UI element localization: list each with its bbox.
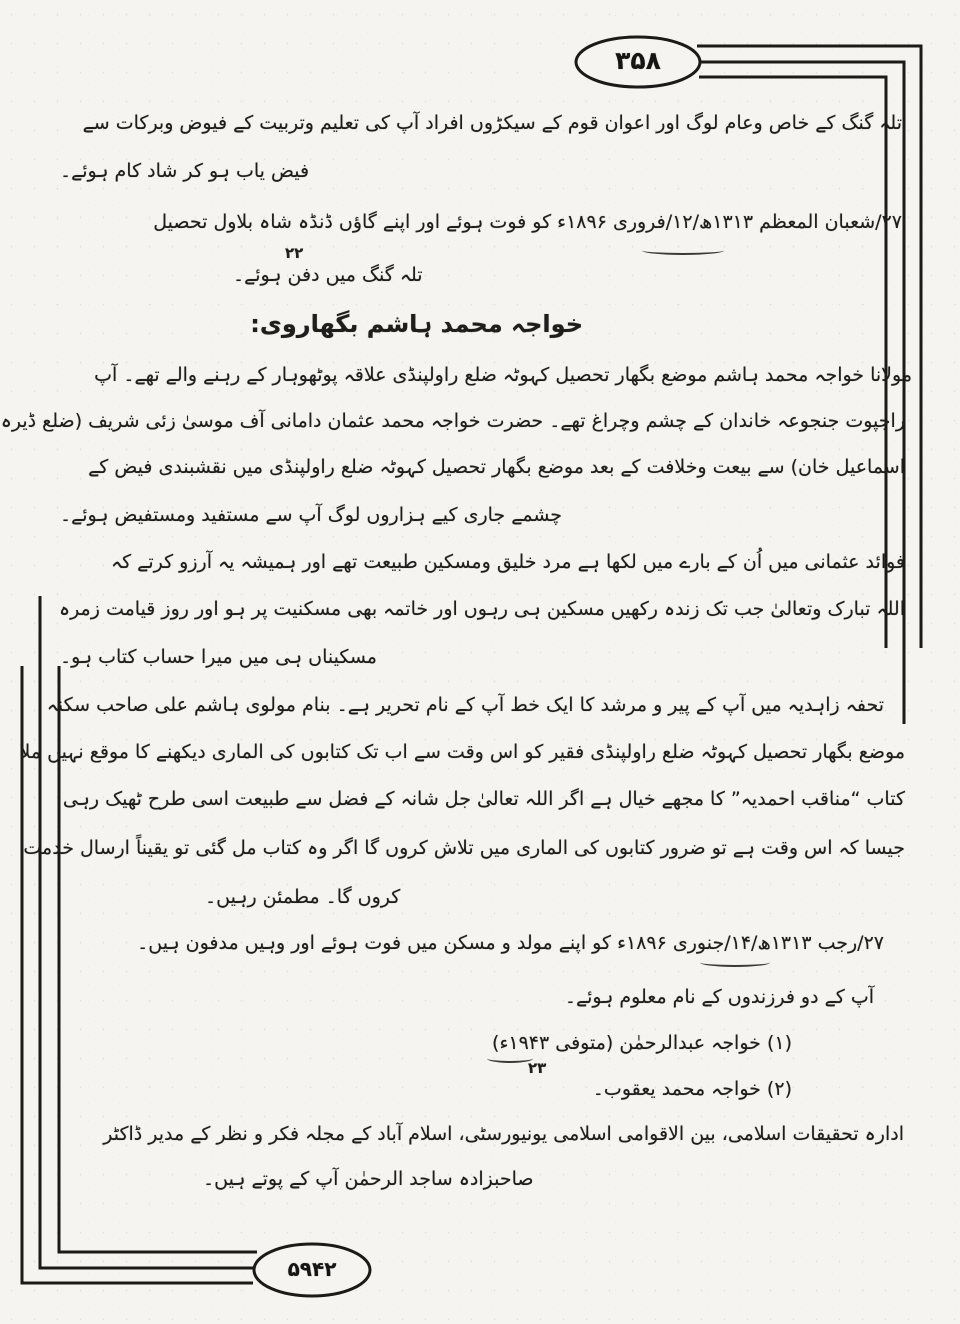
text-line: چشمے جاری کیے ہزاروں لوگ آپ سے مستفید ومستفیض ہوئے۔ bbox=[60, 504, 563, 526]
text-line: (۱) خواجہ عبدالرحمٰن (متوفی ۱۹۴۳ء) bbox=[492, 1032, 792, 1054]
text-line: آپ کے دو فرزندوں کے نام معلوم ہوئے۔ bbox=[564, 986, 874, 1008]
text-line: اسماعیل خان) سے بیعت وخلافت کے بعد موضع بگھار تحصیل کہوٹہ ضلع راولپنڈی میں نقشبندی فیض کے bbox=[88, 456, 905, 478]
section-heading: خواجہ محمد ہاشم بگھاروی: bbox=[250, 310, 583, 338]
text-line: تحفہ زاہدیہ میں آپ کے پیر و مرشد کا ایک خط آپ کے نام تحریر ہے۔ بنام مولوی ہاشم علی صاحب سکنہ bbox=[46, 694, 884, 716]
text-line: مسکیناں ہی میں میرا حساب کتاب ہو۔ bbox=[60, 646, 377, 668]
text-line: جیسا کہ اس وقت ہے تو ضرور کتابوں کی الماری میں تلاش کروں گا اگر وہ کتاب مل گئی تو یقیناً ارسال خدمت bbox=[23, 837, 905, 859]
page-number: ۳۵۸ bbox=[615, 46, 661, 75]
text-line: فوائد عثمانی میں اُن کے بارے میں لکھا ہے مرد خلیق ومسکین طبیعت تھے اور ہمیشہ یہ آرزو کرتے کہ bbox=[110, 551, 905, 573]
footnote-marker-22: ۲۲ bbox=[285, 244, 304, 262]
text-line: ۲۷/شعبان المعظم ۱۳۱۳ھ/۱۲/فروری ۱۸۹۶ء کو فوت ہوئے اور اپنے گاؤں ڈنڈہ شاہ بلاول تحصیل bbox=[153, 211, 902, 233]
text-line: صاحبزادہ ساجد الرحمٰن آپ کے پوتے ہیں۔ bbox=[203, 1168, 534, 1190]
text-line: تلہ گنگ کے خاص وعام لوگ اور اعوان قوم کے سیکڑوں افراد آپ کی تعلیم وتربیت کے فیوض وبرکات سے bbox=[82, 112, 902, 134]
date-underline-flourish bbox=[487, 1054, 533, 1063]
text-line: موضع بگھار تحصیل کہوٹہ ضلع راولپنڈی فقیر کو اس وقت سے اب تک کتابوں کی الماری دیکھنے کا موقع نہیں ملا bbox=[19, 741, 905, 763]
date-underline-flourish bbox=[700, 958, 770, 967]
text-line: (۲) خواجہ محمد یعقوب۔ bbox=[592, 1078, 792, 1100]
frame-rule-top-middle bbox=[698, 62, 904, 724]
footnote-marker-23: ۲۳ bbox=[528, 1059, 547, 1077]
text-line: کتاب “مناقب احمدیہ” کا مجھے خیال ہے اگر اللہ تعالیٰ جل شانہ کے فضل سے طبیعت اسی طرح ٹھیک رہی bbox=[62, 788, 905, 810]
text-line: ۲۷/رجب ۱۳۱۳ھ/۱۴/جنوری ۱۸۹۶ء کو اپنے مولد و مسکن میں فوت ہوئے اور وہیں مدفون ہیں۔ bbox=[137, 932, 884, 954]
text-line: ادارہ تحقیقات اسلامی، بین الاقوامی اسلامی یونیورسٹی، اسلام آباد کے مجلہ فکر و نظر کے مدیر ڈاکٹر bbox=[103, 1123, 904, 1145]
date-underline-flourish bbox=[642, 246, 724, 255]
text-line: کروں گا۔ مطمئن رہیں۔ bbox=[205, 886, 401, 908]
catalog-number: ۵۹۴۲ bbox=[287, 1257, 337, 1281]
text-line: مولانا خواجہ محمد ہاشم موضع بگھار تحصیل کہوٹہ ضلع راولپنڈی علاقہ پوٹھوہار کے رہنے والے تھے۔ آپ bbox=[94, 364, 912, 386]
text-line: اللہ تبارک وتعالیٰ جب تک زندہ رکھیں مسکین ہی رہوں اور خاتمہ بھی مسکنیت پر ہو اور روز قیامت زمرہ bbox=[58, 598, 905, 620]
text-line: راجپوت جنجوعہ خاندان کے چشم وچراغ تھے۔ حضرت خواجہ محمد عثمان دامانی آف موسیٰ زئی شریف (ضلع ڈیرہ bbox=[0, 410, 905, 432]
text-line: تلہ گنگ میں دفن ہوئے۔ bbox=[233, 264, 423, 286]
text-line: فیض یاب ہو کر شاد کام ہوئے۔ bbox=[60, 160, 310, 182]
